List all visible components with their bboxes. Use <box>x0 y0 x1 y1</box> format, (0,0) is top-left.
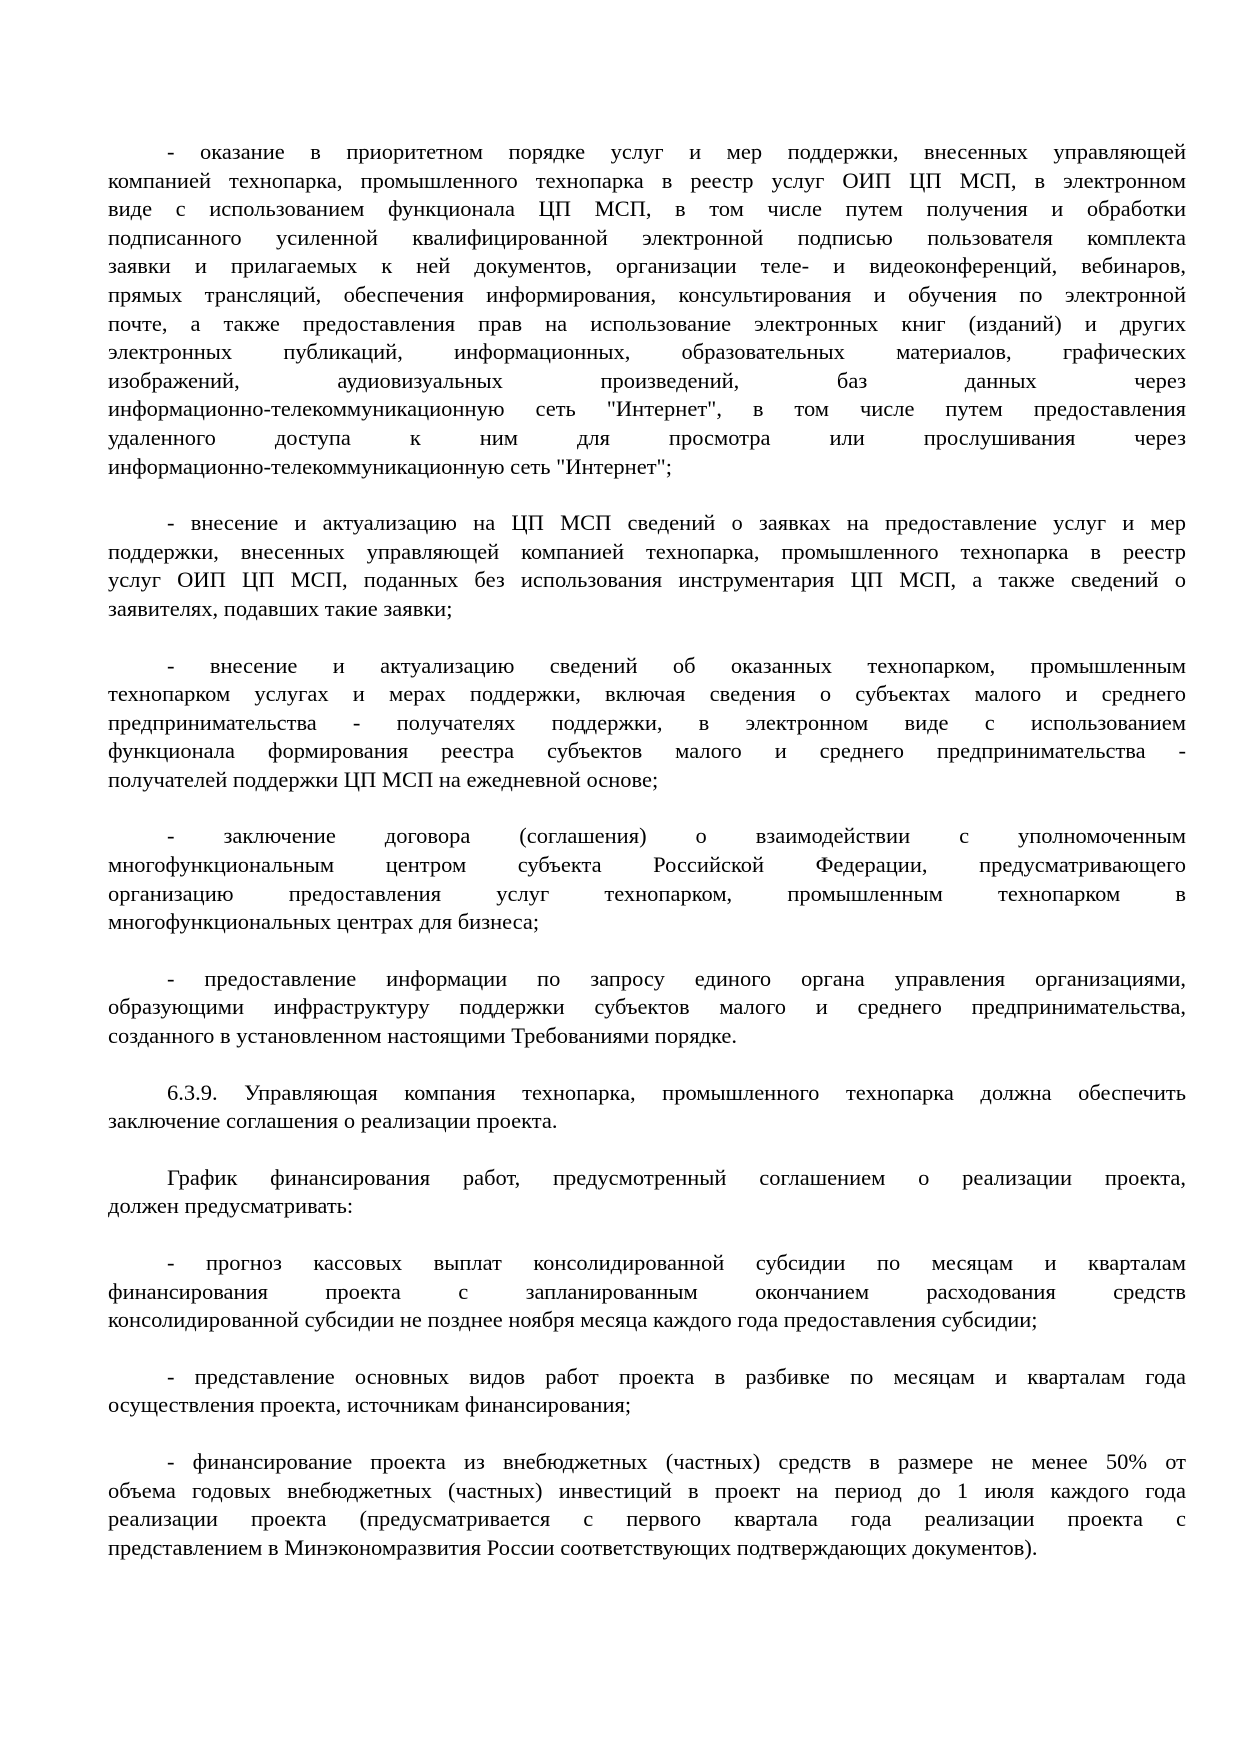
text-line: подписанного усиленной квалифицированной электронной подписью пользователя комплекта <box>108 224 1186 250</box>
text-line: предпринимательства - получателях поддержки, в электронном виде с использованием <box>108 709 1186 735</box>
paragraph <box>108 509 1186 623</box>
text-line: поддержки, внесенных управляющей компанией технопарка, промышленного технопарка в реестр <box>108 538 1186 564</box>
text-line: реализации проекта (предусматривается с первого квартала года реализации проекта с <box>108 1506 1186 1532</box>
text-line: удаленного доступа к ним для просмотра или прослушивания через <box>108 424 1186 450</box>
text-line: финансирования проекта с запланированным окончанием расходования средств <box>108 1278 1186 1304</box>
text-line: услуг ОИП ЦП МСП, поданных без использования инструментария ЦП МСП, а также сведений о <box>108 567 1186 593</box>
text-line: функционала формирования реестра субъектов малого и среднего предпринимательства - <box>108 738 1186 764</box>
paragraph <box>108 138 1186 481</box>
text-line: - внесение и актуализацию на ЦП МСП сведений о заявках на предоставление услуг и мер <box>167 510 1186 536</box>
document-body <box>108 138 1186 1590</box>
paragraph <box>108 965 1186 1051</box>
text-line: информационно-телекоммуникационную сеть "Интернет"; <box>108 453 672 479</box>
text-line: почте, а также предоставления прав на использование электронных книг (изданий) и других <box>108 310 1186 336</box>
text-line: заключение соглашения о реализации проекта. <box>108 1108 558 1134</box>
text-line: получателей поддержки ЦП МСП на ежедневной основе; <box>108 766 659 792</box>
paragraph <box>108 652 1186 795</box>
text-line: заявки и прилагаемых к ней документов, организации теле- и видеоконференций, вебинаров, <box>108 253 1186 279</box>
paragraph <box>108 1164 1186 1221</box>
text-line: многофункциональным центром субъекта Российской Федерации, предусматривающего <box>108 852 1186 878</box>
text-line: - прогноз кассовых выплат консолидированной субсидии по месяцам и кварталам <box>167 1250 1186 1275</box>
text-line: представлением в Минэкономразвития России соответствующих подтверждающих документов). <box>108 1534 1038 1560</box>
text-line: - предоставление информации по запросу единого органа управления организациями, <box>167 965 1186 991</box>
text-line: заявителях, подавших такие заявки; <box>108 595 453 621</box>
text-line: электронных публикаций, информационных, образовательных материалов, графических <box>108 339 1186 365</box>
text-line: График финансирования работ, предусмотренный соглашением о реализации проекта, <box>167 1164 1186 1190</box>
text-line: - финансирование проекта из внебюджетных (частных) средств в размере не менее 50% от <box>167 1448 1186 1474</box>
text-line: изображений, аудиовизуальных произведений, баз данных через <box>108 367 1186 393</box>
text-line: многофункциональных центрах для бизнеса; <box>108 909 540 935</box>
text-line: прямых трансляций, обеспечения информирования, консультирования и обучения по электронной <box>108 281 1186 307</box>
text-line: информационно-телекоммуникационную сеть "Интернет", в том числе путем предоставления <box>108 396 1186 422</box>
text-line: - внесение и актуализацию сведений об оказанных технопарком, промышленным <box>167 652 1186 678</box>
text-line: созданного в установленном настоящими Требованиями порядке. <box>108 1023 737 1049</box>
paragraph <box>108 1079 1186 1136</box>
text-line: должен предусматривать: <box>108 1193 354 1219</box>
paragraph <box>108 1363 1186 1420</box>
text-line: технопарком услугах и мерах поддержки, включая сведения о субъектах малого и среднего <box>108 681 1186 707</box>
text-line: - заключение договора (соглашения) о взаимодействии с уполномоченным <box>167 823 1186 849</box>
text-line: консолидированной субсидии не позднее ноября месяца каждого года предоставления субсидии; <box>108 1307 1038 1333</box>
text-line: организацию предоставления услуг технопарком, промышленным технопарком в <box>108 880 1186 906</box>
text-line: 6.3.9. Управляющая компания технопарка, промышленного технопарка должна обеспечить <box>167 1079 1186 1105</box>
paragraph <box>108 822 1186 936</box>
text-line: осуществления проекта, источникам финансирования; <box>108 1392 632 1418</box>
text-line: виде с использованием функционала ЦП МСП, в том числе путем получения и обработки <box>108 196 1186 222</box>
text-line: компанией технопарка, промышленного технопарка в реестр услуг ОИП ЦП МСП, в электронном <box>108 167 1186 193</box>
paragraph <box>108 1249 1186 1335</box>
text-line: - представление основных видов работ проекта в разбивке по месяцам и кварталам года <box>167 1363 1186 1389</box>
text-line: объема годовых внебюджетных (частных) инвестиций в проект на период до 1 июля каждого года <box>108 1477 1186 1503</box>
text-line: - оказание в приоритетном порядке услуг и мер поддержки, внесенных управляющей <box>167 139 1186 164</box>
paragraph <box>108 1448 1186 1562</box>
text-line: образующими инфраструктуру поддержки субъектов малого и среднего предпринимательства, <box>108 994 1186 1020</box>
